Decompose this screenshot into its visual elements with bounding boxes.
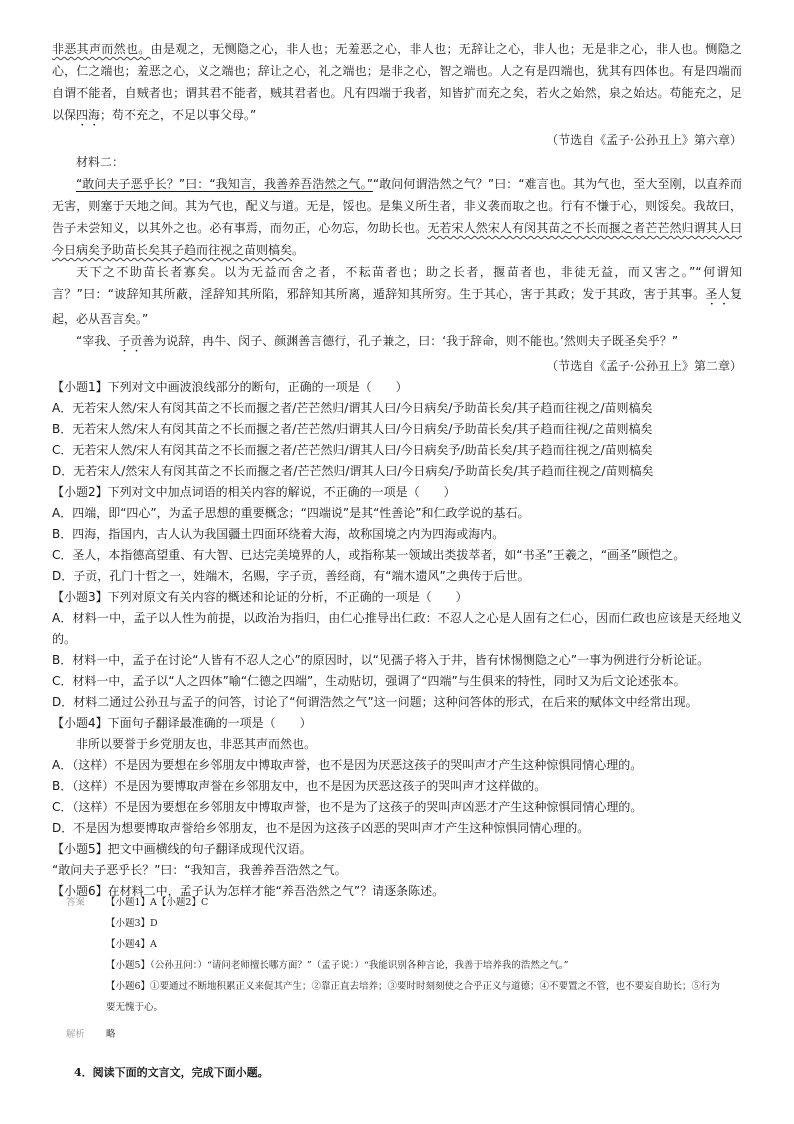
option-a: A．四端，即“四心”，为孟子思想的重要概念；“四端说”是其“性善论”和仁政学说的基石。 [52,506,530,520]
option-d: D．材料二通过公孙丑与孟子的问答，讨论了“何谓浩然之气”这一问题；这种问答体的形式，在后来的赋体文中经常出现。 [52,695,698,709]
question-1 [52,377,742,482]
question-2 [52,482,742,587]
question-5 [52,839,742,881]
option-d: D．不是因为想要博取声誉给乡邻朋友，也不是因为这孩子凶恶的哭叫声才产生这种惊惧同情心理的。 [52,821,590,835]
option-b: B．四海，指国内，古人认为我国疆土四面环绕着大海，故称国境之内为四海或海内。 [52,527,505,541]
question-stem: 【小题5】把文中画横线的句子翻译成现代汉语。 [52,842,312,856]
material1-paragraph: 非恶其声而然也。由是观之，无恻隐之心，非人也；无羞恶之心，非人也；无辞让之心，非人也；无是非之心，非人也。恻隐之心，仁之端也；羞恶之心，义之端也；辞让之心，礼之端也；是非之心，智之端也。人之有是四端也，犹其有四体也。有是四端而自谓不能者，自贼者也；谓其君不能者，贼其君者也。凡有四端于我者，知皆扩而充之矣，若火之始然，泉之始达。苟能充之，足以保四海；苟不充之，不足以事父母。” [52,42,742,122]
question-sentence: “敢问夫子恶乎长？”曰：“我知言，我善养吾浩然之气。 [52,863,347,877]
dotted-term-siduan: 四端 [548,64,573,78]
question-4 [52,713,742,839]
dotted-term-shengren: 圣人 [705,287,730,301]
answer-section [66,892,726,1045]
option-c: C．（这样）不是因为要想在乡邻朋友中博取声誉，也不是为了这孩子的哭叫声凶恶才产生这种惊惧同情心理的。 [52,800,643,814]
next-question-heading: 4．阅读下面的文言文，完成下面小题。 [74,1066,269,1079]
material2-heading: 材料二： [76,155,125,169]
answer-line: 【小题4】A [106,939,157,950]
option-b: B．材料一中，孟子在讨论“人皆有不忍人之心”的原因时，以“见孺子将入于井，皆有怵惕恻隐之心”一事为例进行分析论证。 [52,653,710,667]
option-b: B．（这样）不是因为要博取声誉在乡邻朋友中，也不是因为厌恶这孩子的哭叫声才这样做的。 [52,779,547,793]
answer-tag: 答案 [66,897,86,908]
material2-source: （节选自《孟子·公孙丑上》第二章） [546,359,742,373]
option-c: C．无若宋人然/宋人有闵其苗之不长而揠之者/芒芒然归/谓其人曰/今日病矣予/助苗长矣/其子趋而往视之/苗则槁矣 [52,443,653,457]
option-b: B．无若宋人然/宋人有闵其苗之不长而揠之者/芒芒然/归谓其人曰/今日病矣/予助苗长矣/其子趋而往视/之苗则槁矣 [52,422,653,436]
material1-source: （节选自《孟子·公孙丑上》第六章） [546,133,742,147]
question-stem: 【小题1】下列对文中画波浪线部分的断句，正确的一项是（ ） [52,380,408,394]
question-stem: 【小题2】下列对文中加点词语的相关内容的解说，不正确的一项是（ ） [52,485,456,499]
option-c: C．材料一中，孟子以“人之四体”喻“仁德之四端”，生动贴切，强调了“四端”与生俱来的特性，同时又为后文论述张本。 [52,674,686,688]
material2-paragraph-2: 天下之不助苗长者寡矣。以为无益而舍之者，不耘苗者也；助之长者，揠苗者也，非徒无益，而又害之。”“何谓知言？”曰：“诐辞知其所蔽，淫辞知其所陷，邪辞知其所离，遁辞知其所穷。生于其心，害于其政；发于其政，害于其事。圣人复起，必从吾言矣。” [52,265,742,326]
material2-paragraph-1: “敢问夫子恶乎长？”曰：“我知言，我善养吾浩然之气。”“敢问何谓浩然之气？”曰：“难言也。其为气也，至大至刚，以直养而无害，则塞于天地之间。其为气也，配义与道。无是，馁也。是集义所生者，非义袭而取之也。行有不慊于心，则馁矣。我故曰，告子未尝知义，以其外之也。必有事焉，而勿正，心勿忘，勿助长也。无若宋人然宋人有闵其苗之不长而揠之者芒芒然归谓其人曰今日病矣予助苗长矣其子趋而往视之苗则槁矣。 [52,177,743,257]
material2-paragraph-3: “宰我、子贡善为说辞，冉牛、闵子、颜渊善言德行，孔子兼之，曰：‘我于辞命，则不能也。’然则夫子既圣矣乎？” [76,334,679,348]
dotted-term-zigong: 子贡 [118,334,143,348]
answer-line: 【小题1】A【小题2】C [106,897,209,908]
option-a: A．材料一中，孟子以人性为前提，以政治为指归，由仁心推导出仁政：不忍人之心是人固有之仁心，因而仁政也应该是天经地义的。 [52,611,742,646]
question-3 [52,587,742,713]
answer-line: 【小题6】①要通过不断地积累正义来促其产生；②靠正直去培养；③要时时刻刻使之合乎正义与道德；④不要置之不管，也不要妄自助长；⑤行为要无愧于心。 [106,981,721,1013]
document-page [52,38,742,902]
underlined-sentence: “敢问夫子恶乎长？”曰：“我知言，我善养吾浩然之气。” [76,177,373,191]
question-sentence: 非所以要誉于乡党朋友也，非恶其声而然也。 [76,737,317,751]
question-stem: 【小题4】下面句子翻译最准确的一项是（ ） [52,716,312,730]
answer-line: 【小题5】（公孙丑问：）“请问老师擅长哪方面？”（孟子说：）“我能识别各种言论，我善于培养我的浩然之气。” [106,960,569,971]
dotted-term-sihai: 四海 [76,108,101,122]
wavy-underlined-passage: 无若宋人然宋人有闵其苗之不长而揠之者芒芒然归谓其人曰今日病矣予助苗长矣其子趋而往视之苗则槁矣 [52,221,742,257]
option-a: A．（这样）不是因为要想在乡邻朋友中博取声誉，也不是因为厌恶这孩子的哭叫声才产生这种惊惧同情心理的。 [52,758,643,772]
option-d: D．无若宋人/然宋人有闵其苗之不长而揠之者/芒芒然归/谓其人曰/今日病矣/予助苗长矣/其子趋而往视之/苗则槁矣 [52,464,654,478]
question-stem: 【小题6】在材料二中，孟子认为怎样才能“养吾浩然之气”？请逐条陈述。 [52,884,445,898]
option-c: C．圣人，本指德高望重、有大智、已达完美境界的人，或指称某一领域出类拔萃者，如“书圣”王羲之，“画圣”顾恺之。 [52,548,686,562]
option-d: D．子贡，孔门十哲之一，姓端木，名赐，字子贡，善经商，有“端木遗风”之典传于后世。 [52,569,530,583]
material1-wavy-fragment: 非恶其声而然也。 [52,42,151,56]
option-a: A．无若宋人然/宋人有闵其苗之不长而揠之者/芒芒然归/谓其人曰/今日病矣/予助苗长矣/其子趋而往视之/苗则槁矣 [52,401,653,415]
analysis-tag: 解析 [66,1029,86,1040]
answer-line: 【小题3】D [106,918,158,929]
analysis-text: 略 [106,1029,116,1040]
question-stem: 【小题3】下列对原文有关内容的概述和论证的分析，不正确的一项是（ ） [52,590,468,604]
